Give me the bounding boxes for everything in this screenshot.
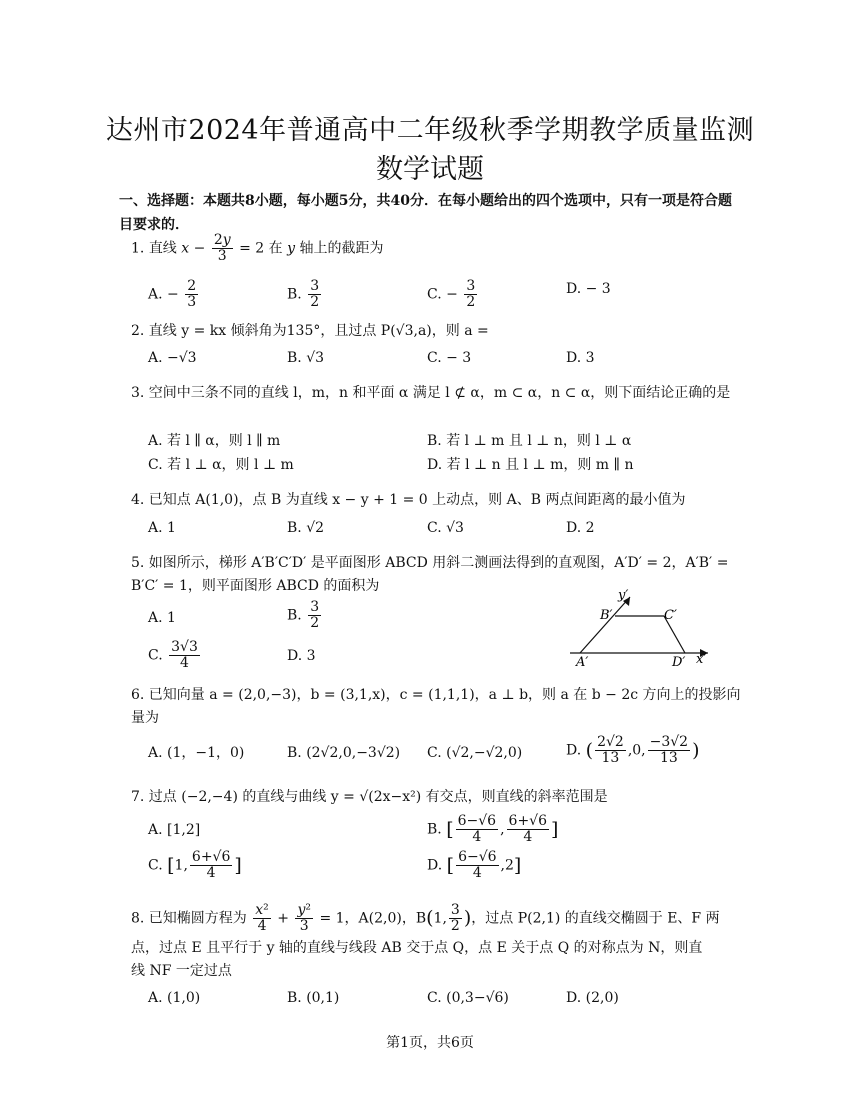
page-footer: 第1页，共6页 xyxy=(386,1035,474,1051)
q4-option-a[interactable]: A. 1 xyxy=(148,520,176,536)
question-3: 3. 空间中三条不同的直线 l，m，n 和平面 α 满足 l ⊄ α，m ⊂ α，n ⊂ α，则下面结论正确的是 xyxy=(131,385,731,401)
q4-option-c[interactable]: C. √3 xyxy=(427,520,464,536)
section-heading: 一、选择题：本题共8小题，每小题5分，共40分．在每小题给出的四个选项中，只有一项是符合题目要求的． xyxy=(119,193,732,233)
q1-option-b[interactable]: B. $\frac{3}{2}$ xyxy=(287,278,320,310)
question-2: 2. 直线 y = kx 倾斜角为135°，且过点 P(√3,a)，则 a = xyxy=(131,323,489,339)
q2-option-a[interactable]: A. −√3 xyxy=(148,350,197,366)
question-5: 5. 如图所示，梯形 A′B′C′D′ 是平面图形 ABCD 用斜二测画法得到的直观图，A′D′ = 2，A′B′ = B′C′ = 1，则平面图形 ABCD 的面积为 xyxy=(131,555,729,594)
q7-option-c[interactable]: C. [1, $\frac{6+√6}{4}$ ] xyxy=(148,849,242,881)
question-8: 8. 已知椭圆方程为 $\frac{\text{x²}}{4}$ + $\frac{\text{y²}}{3}$ = 1，A(2,0)，B(1, $\frac{3}{2}$ )，过点 P(2,1) 的直线交椭圆于 E、F 两 xyxy=(131,902,720,934)
question-8-line-3: 线 NF 一定过点 xyxy=(131,963,232,979)
q1-option-c[interactable]: C. − $\frac{3}{2}$ xyxy=(427,278,476,310)
label-y: y′ xyxy=(618,588,629,603)
label-a: A′ xyxy=(576,655,589,670)
q3-option-d[interactable]: D. 若 l ⊥ n 且 l ⊥ m，则 m ∥ n xyxy=(427,457,634,473)
q2-option-b[interactable]: B. √3 xyxy=(287,350,325,366)
trapezoid-figure xyxy=(560,585,720,670)
label-b: B′ xyxy=(600,608,613,623)
q8-option-a[interactable]: A. (1,0) xyxy=(148,990,201,1006)
exam-title: 达州市2024年普通高中二年级秋季学期教学质量监测 xyxy=(105,115,755,146)
question-7: 7. 过点 (−2,−4) 的直线与曲线 y = √(2x−x²) 有交点，则直线的斜率范围是 xyxy=(131,789,608,805)
q5-option-a[interactable]: A. 1 xyxy=(148,610,176,626)
exam-subtitle: 数学试题 xyxy=(376,154,484,185)
q6-option-b[interactable]: B. (2√2,0,−3√2) xyxy=(287,745,401,761)
q8-option-c[interactable]: C. (0,3−√6) xyxy=(427,990,509,1006)
q7-option-a[interactable]: A. [1,2] xyxy=(148,822,201,838)
label-c: C′ xyxy=(664,608,677,623)
question-8-line-2: 点，过点 E 且平行于 y 轴的直线与线段 AB 交于点 Q，点 E 关于点 Q 的对称点为 N，则直 xyxy=(131,940,703,956)
label-d: D′ xyxy=(672,655,686,670)
q4-option-b[interactable]: B. √2 xyxy=(287,520,325,536)
q1-option-a[interactable]: A. − $\frac{2}{3}$ xyxy=(148,278,197,310)
q6-option-c[interactable]: C. (√2,−√2,0) xyxy=(427,745,523,761)
question-4: 4. 已知点 A(1,0)，点 B 为直线 x − y + 1 = 0 上动点，则 A、B 两点间距离的最小值为 xyxy=(131,492,686,508)
q6-option-d[interactable]: D. ( $\frac{2√2}{13}$ ,0, $\frac{-3√2}{13}$ ) xyxy=(566,734,700,766)
q5-option-b[interactable]: B. $\frac{3}{2}$ xyxy=(287,599,320,631)
question-1: 1. 直线 x − $\frac{2y}{3}$ = 2 在 y 轴上的截距为 xyxy=(131,232,384,264)
question-6: 6. 已知向量 a = (2,0,−3)，b = (3,1,x)，c = (1,1,1)，a ⊥ b，则 a 在 b − 2c 方向上的投影向量为 xyxy=(131,687,741,726)
q8-option-d[interactable]: D. (2,0) xyxy=(566,990,619,1006)
q7-option-d[interactable]: D. [ $\frac{6-√6}{4}$ ,2] xyxy=(427,849,522,881)
q7-option-b[interactable]: B. [ $\frac{6-√6}{4}$ , $\frac{6+√6}{4}$ ] xyxy=(427,813,559,845)
q5-option-c[interactable]: C. $\frac{3√3}{4}$ xyxy=(148,639,198,671)
q5-option-d[interactable]: D. 3 xyxy=(287,648,316,664)
q3-option-c[interactable]: C. 若 l ⊥ α，则 l ⊥ m xyxy=(148,457,294,473)
q3-option-a[interactable]: A. 若 l ∥ α，则 l ∥ m xyxy=(148,433,281,449)
q6-option-a[interactable]: A. (1，−1，0) xyxy=(148,745,245,761)
q2-option-c[interactable]: C. − 3 xyxy=(427,350,472,366)
q3-option-b[interactable]: B. 若 l ⊥ m 且 l ⊥ n，则 l ⊥ α xyxy=(427,433,632,449)
q2-option-d[interactable]: D. 3 xyxy=(566,350,595,366)
y-axis xyxy=(580,597,630,653)
q8-option-b[interactable]: B. (0,1) xyxy=(287,990,340,1006)
q4-option-d[interactable]: D. 2 xyxy=(566,520,595,536)
q1-option-d[interactable]: D. − 3 xyxy=(566,281,611,297)
fraction: $\frac{2y}{3}$ xyxy=(213,232,231,264)
label-x: x′ xyxy=(696,652,707,667)
